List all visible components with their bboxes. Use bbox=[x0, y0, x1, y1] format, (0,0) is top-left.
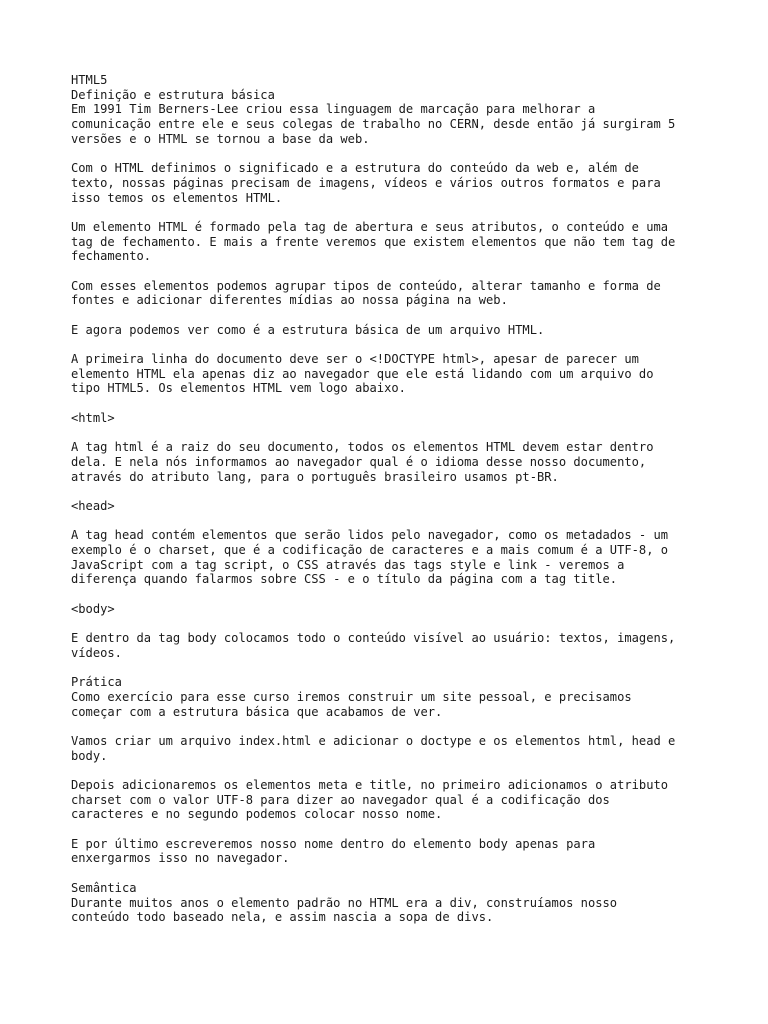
text-line: Como exercício para esse curso iremos construir um site pessoal, e precisamos bbox=[71, 689, 632, 704]
text-line: A tag head contém elementos que serão lidos pelo navegador, como os metadados - um bbox=[71, 528, 669, 543]
text-line: Em 1991 Tim Berners-Lee criou essa linguagem de marcação para melhorar a bbox=[71, 102, 596, 117]
code-tag-line: <body> bbox=[71, 601, 115, 616]
code-tag-line: <head> bbox=[71, 498, 115, 513]
paragraph-gap bbox=[71, 719, 711, 734]
paragraph-gap bbox=[71, 337, 711, 352]
text-line: Vamos criar um arquivo index.html e adicionar o doctype e os elementos html, head e bbox=[71, 733, 676, 748]
text-line: isso temos os elementos HTML. bbox=[71, 190, 283, 205]
text-line: Um elemento HTML é formado pela tag de abertura e seus atributos, o conteúdo e uma bbox=[71, 219, 669, 234]
text-line: elemento HTML ela apenas diz ao navegador que ele está lidando com um arquivo do bbox=[71, 366, 654, 381]
text-line: através do atributo lang, para o português brasileiro usamos pt-BR. bbox=[71, 469, 559, 484]
paragraph-gap bbox=[71, 308, 711, 323]
paragraph-gap bbox=[71, 514, 711, 529]
text-line: charset com o valor UTF-8 para dizer ao navegador qual é a codificação dos bbox=[71, 792, 610, 807]
text-line: E dentro da tag body colocamos todo o conteúdo visível ao usuário: textos, imagens, bbox=[71, 631, 676, 646]
text-line: fontes e adicionar diferentes mídias ao nossa página na web. bbox=[71, 293, 508, 308]
text-line: E agora podemos ver como é a estrutura básica de um arquivo HTML. bbox=[71, 322, 545, 337]
paragraph-gap bbox=[71, 763, 711, 778]
text-line: Com o HTML definimos o significado e a estrutura do conteúdo da web e, além de bbox=[71, 161, 639, 176]
paragraph-gap bbox=[71, 661, 711, 676]
paragraph-gap bbox=[71, 146, 711, 161]
text-line: fechamento. bbox=[71, 249, 152, 264]
section-heading: Definição e estrutura básica bbox=[71, 87, 275, 102]
paragraph-gap bbox=[71, 866, 711, 881]
text-line: começar com a estrutura básica que acabamos de ver. bbox=[71, 704, 443, 719]
paragraph-gap bbox=[71, 484, 711, 499]
text-line: tipo HTML5. Os elementos HTML vem logo abaixo. bbox=[71, 381, 406, 396]
text-line: enxergarmos isso no navegador. bbox=[71, 851, 290, 866]
text-line: caracteres e no segundo podemos colocar nosso nome. bbox=[71, 807, 443, 822]
text-line: vídeos. bbox=[71, 645, 122, 660]
text-line: tag de fechamento. E mais a frente veremos que existem elementos que não tem tag de bbox=[71, 234, 676, 249]
text-line: A primeira linha do documento deve ser o <!DOCTYPE html>, apesar de parecer um bbox=[71, 352, 639, 367]
text-line: E por último escreveremos nosso nome dentro do elemento body apenas para bbox=[71, 836, 596, 851]
text-line: comunicação entre ele e seus colegas de trabalho no CERN, desde então já surgiram 5 bbox=[71, 117, 676, 132]
section-heading: Semântica bbox=[71, 880, 137, 895]
paragraph-gap bbox=[71, 426, 711, 441]
paragraph-gap bbox=[71, 616, 711, 631]
paragraph-gap bbox=[71, 822, 711, 837]
paragraph-gap bbox=[71, 396, 711, 411]
text-line: A tag html é a raiz do seu documento, todos os elementos HTML devem estar dentro bbox=[71, 440, 654, 455]
text-line: versões e o HTML se tornou a base da web. bbox=[71, 131, 370, 146]
text-line: Durante muitos anos o elemento padrão no HTML era a div, construíamos nosso bbox=[71, 895, 618, 910]
text-line: Depois adicionaremos os elementos meta e title, no primeiro adicionamos o atributo bbox=[71, 778, 669, 792]
text-line: body. bbox=[71, 748, 108, 763]
text-line: exemplo é o charset, que é a codificação de caracteres e a mais comum é a UTF-8, o bbox=[71, 543, 669, 557]
document-title: HTML5 bbox=[71, 73, 108, 87]
paragraph-gap bbox=[71, 264, 711, 279]
code-tag-line: <html> bbox=[71, 410, 115, 425]
paragraph-gap bbox=[71, 205, 711, 220]
document-body bbox=[71, 73, 711, 925]
text-line: dela. E nela nós informamos ao navegador qual é o idioma desse nosso documento, bbox=[71, 454, 647, 469]
text-line: Com esses elementos podemos agrupar tipos de conteúdo, alterar tamanho e forma de bbox=[71, 278, 661, 293]
text-line: texto, nossas páginas precisam de imagens, vídeos e vários outros formatos e para bbox=[71, 175, 661, 190]
text-line: conteúdo todo baseado nela, e assim nascia a sopa de divs. bbox=[71, 910, 494, 925]
paragraph-gap bbox=[71, 587, 711, 602]
text-line: diferença quando falarmos sobre CSS - e o título da página com a tag title. bbox=[71, 572, 618, 587]
text-line: JavaScript com a tag script, o CSS através das tags style e link - veremos a bbox=[71, 557, 625, 572]
section-heading: Prática bbox=[71, 675, 122, 690]
